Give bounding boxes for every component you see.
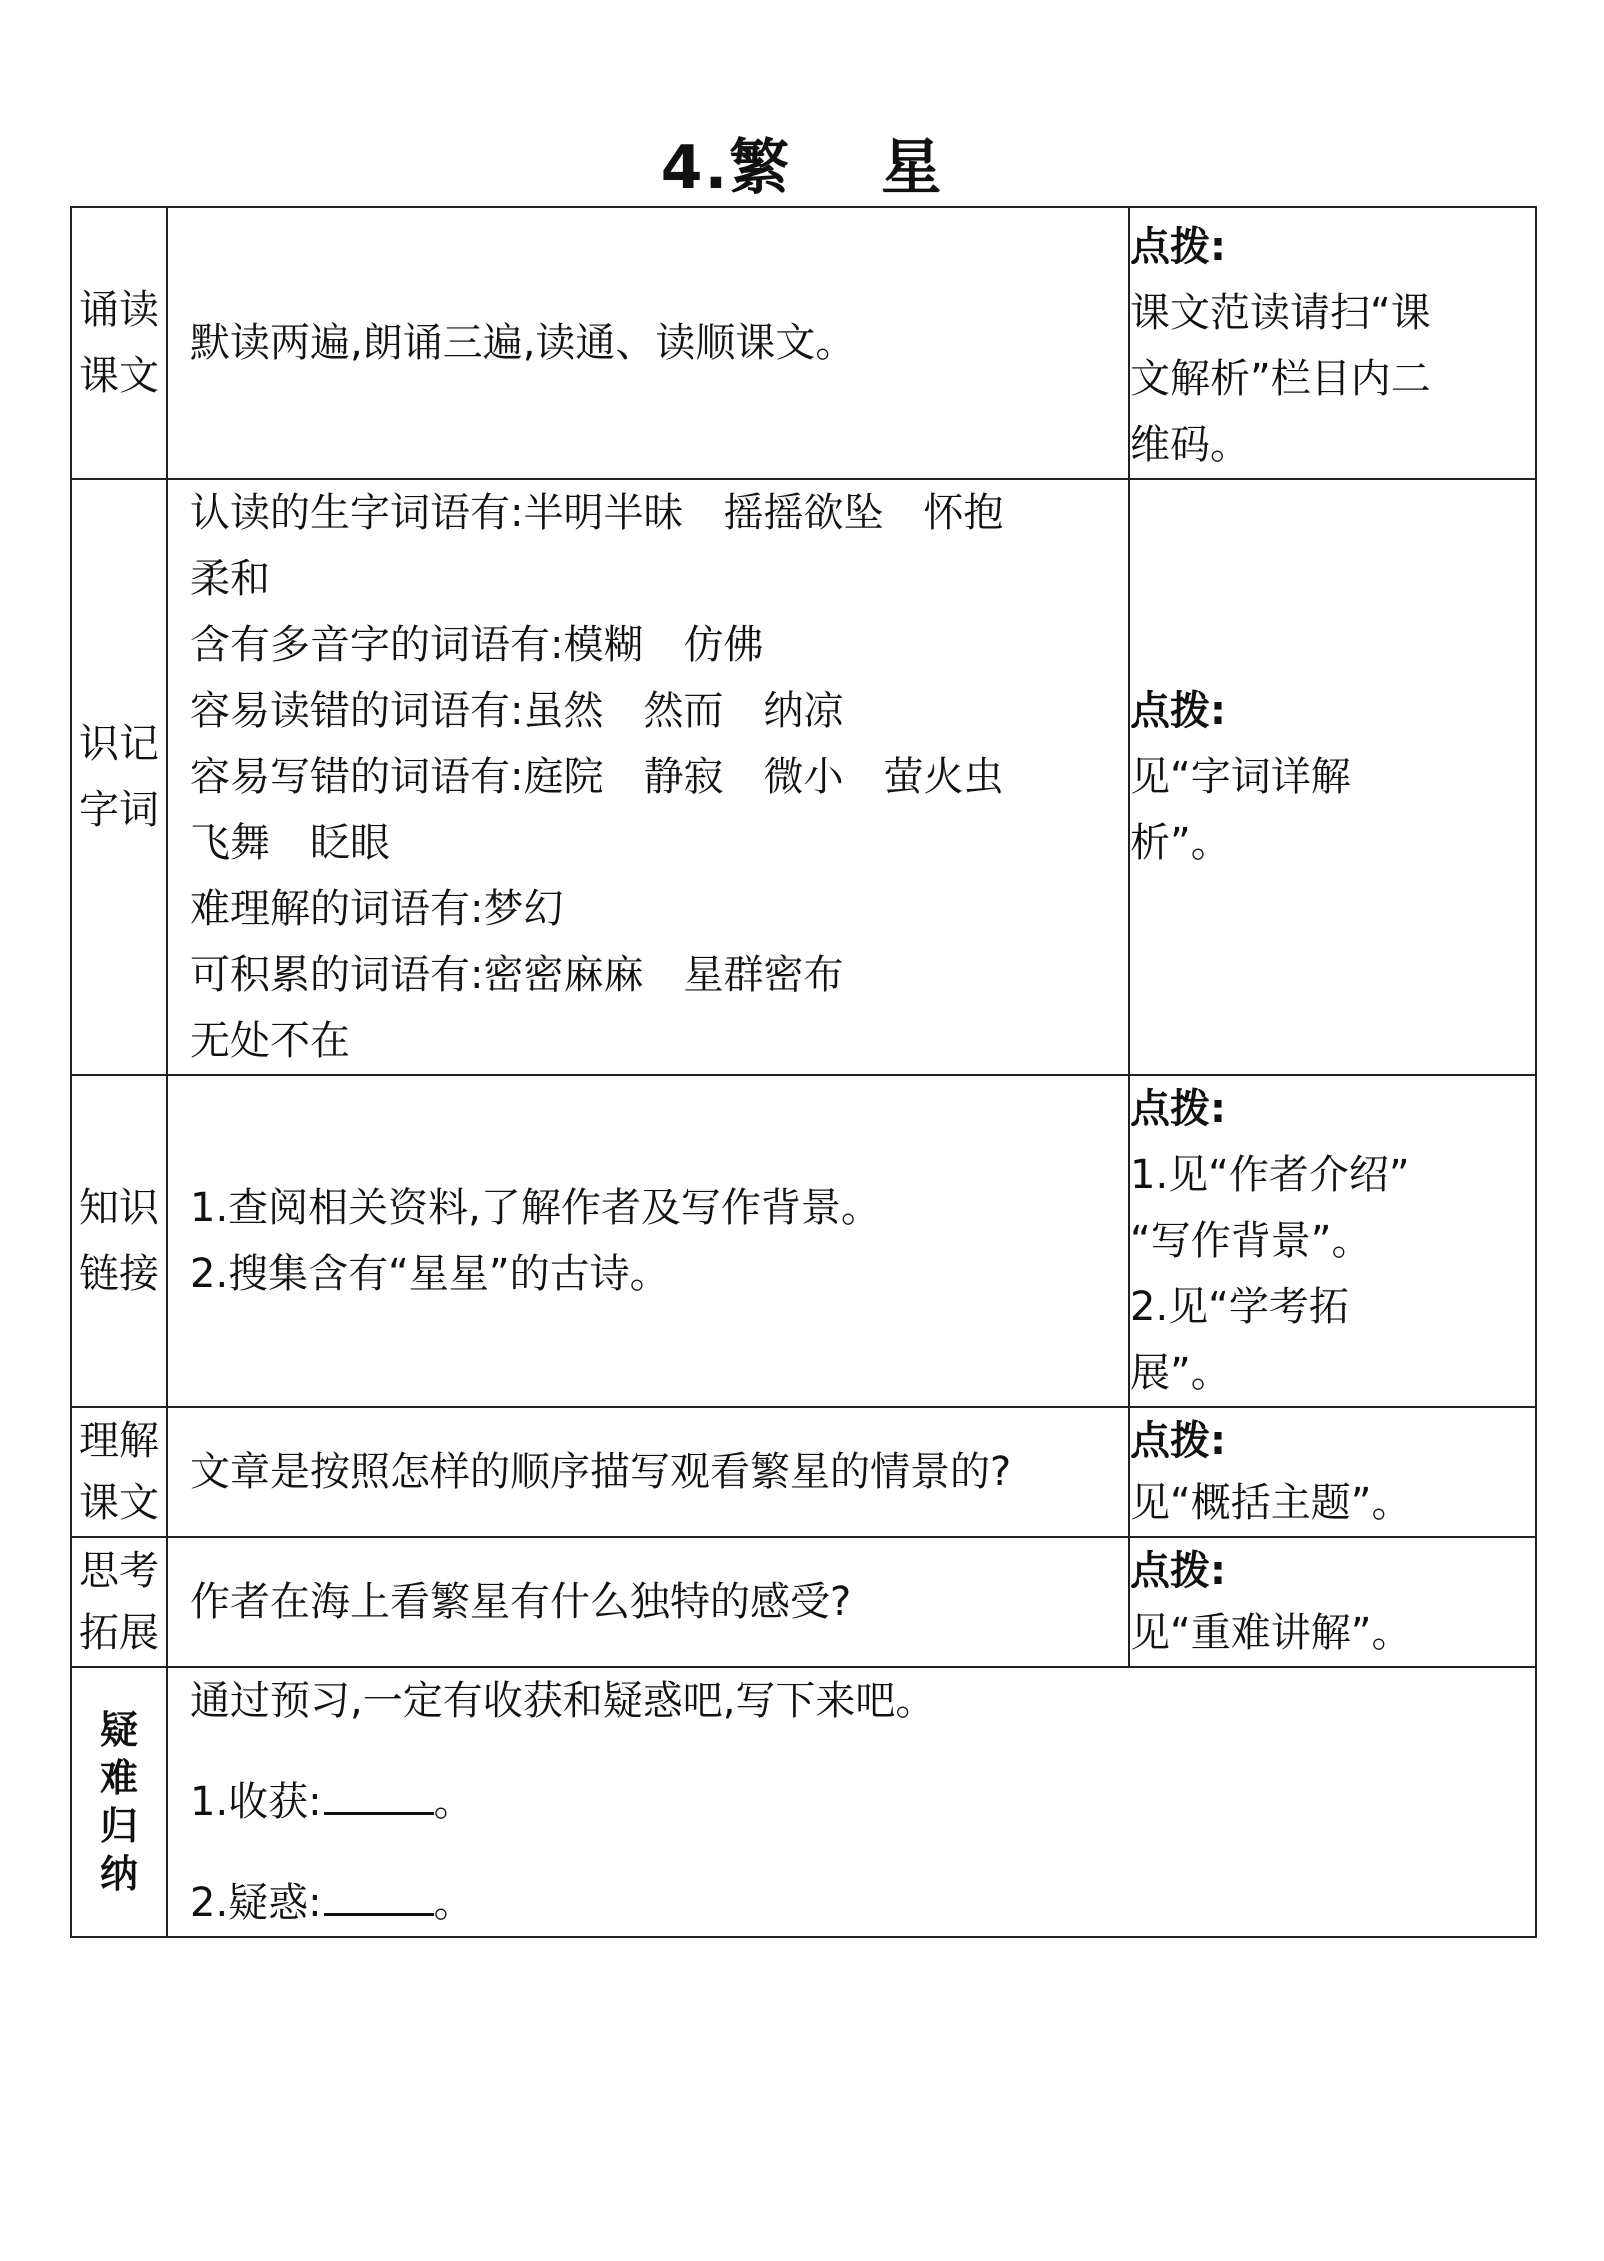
row-label-recite: 诵读 课文 [71, 207, 167, 479]
row-doubts [71, 1667, 1536, 1937]
hint-head: 点拨: [1130, 1418, 1226, 1464]
word-line: 无处不在 [190, 1018, 350, 1064]
word-line: 难理解的词语有:梦幻 [190, 886, 564, 932]
row-content-think: 作者在海上看繁星有什么独特的感受? [167, 1537, 1129, 1667]
hint-head: 点拨: [1130, 688, 1226, 734]
hint-head: 点拨: [1130, 1086, 1226, 1132]
row-hint-recite: 点拨: 课文范读请扫“课 文解析”栏目内二 维码。 [1129, 207, 1536, 479]
row-label-understand: 理解 课文 [71, 1407, 167, 1537]
doubt-blank[interactable] [324, 1869, 434, 1916]
row-label-doubts: 疑 难 归 纳 [71, 1667, 167, 1937]
row-content-words [167, 479, 1129, 1075]
row-hint-knowledge: 点拨: 1.见“作者介绍” “写作背景”。 2.见“学考拓 展”。 [1129, 1075, 1536, 1407]
row-hint-words: 点拨: 见“字词详解 析”。 [1129, 479, 1536, 1075]
hint-head: 点拨: [1130, 1548, 1226, 1594]
word-line: 容易写错的词语有:庭院 静寂 微小 萤火虫 [190, 754, 1004, 800]
title-char-2: 星 [881, 133, 944, 203]
preview-table [70, 206, 1537, 1938]
gain-label: 1.收获: [190, 1779, 322, 1825]
row-content-understand: 文章是按照怎样的顺序描写观看繁星的情景的? [167, 1407, 1129, 1537]
title-number: 4. [660, 133, 730, 203]
row-label-words: 识记 字词 [71, 479, 167, 1075]
doubt-line: 2.疑惑: 。 [190, 1869, 1535, 1936]
row-hint-think: 点拨: 见“重难讲解”。 [1129, 1537, 1536, 1667]
row-label-knowledge: 知识 链接 [71, 1075, 167, 1407]
row-content-recite: 默读两遍,朗诵三遍,读通、读顺课文。 [167, 207, 1129, 479]
word-line: 含有多音字的词语有:模糊 仿佛 [190, 622, 764, 668]
row-words [71, 479, 1536, 1075]
row-recite [71, 207, 1536, 479]
row-knowledge [71, 1075, 1536, 1407]
word-line: 容易读错的词语有:虽然 然而 纳凉 [190, 688, 844, 734]
title-char-1: 繁 [729, 133, 792, 203]
doubt-label: 2.疑惑: [190, 1880, 322, 1926]
row-hint-understand: 点拨: 见“概括主题”。 [1129, 1407, 1536, 1537]
gain-blank[interactable] [324, 1768, 434, 1815]
word-line: 可积累的词语有:密密麻麻 星群密布 [190, 952, 844, 998]
row-content-knowledge: 1.查阅相关资料,了解作者及写作背景。 2.搜集含有“星星”的古诗。 [167, 1075, 1129, 1407]
row-think [71, 1537, 1536, 1667]
hint-head: 点拨: [1130, 224, 1226, 270]
word-line: 柔和 [190, 556, 270, 602]
word-line: 认读的生字词语有:半明半昧 摇摇欲坠 怀抱 [190, 490, 1004, 536]
doubts-intro: 通过预习,一定有收获和疑惑吧,写下来吧。 [190, 1678, 936, 1724]
row-content-doubts [167, 1667, 1536, 1937]
page-title [0, 128, 1604, 208]
gain-line: 1.收获: 。 [190, 1768, 1535, 1835]
word-line: 飞舞 眨眼 [190, 820, 390, 866]
row-understand [71, 1407, 1536, 1537]
row-label-think: 思考 拓展 [71, 1537, 167, 1667]
